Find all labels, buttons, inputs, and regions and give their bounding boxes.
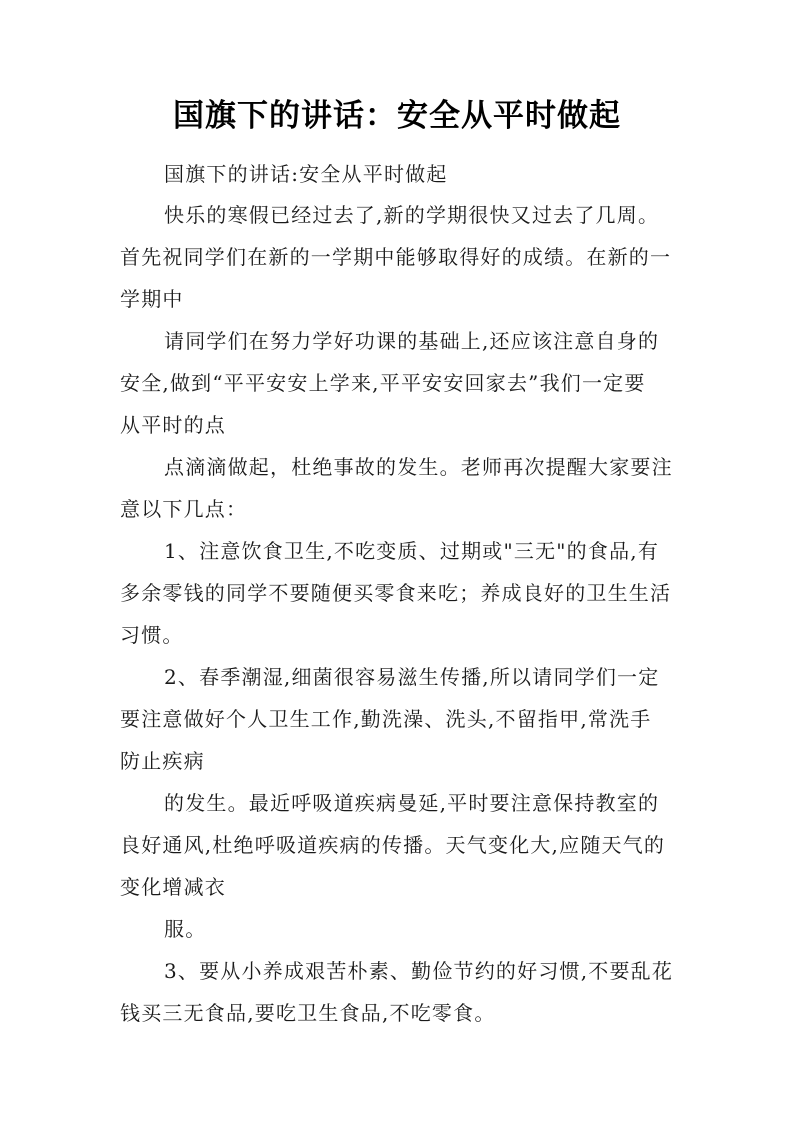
paragraph-line (120, 660, 676, 694)
text-line: 的发生。最近呼吸道疾病曼延,平时要注意保持教室的 (164, 791, 660, 815)
paragraph-line (120, 996, 676, 1030)
text-line: 学期中 (120, 287, 184, 311)
paragraph-line (120, 282, 676, 316)
paragraph-line (120, 576, 676, 610)
paragraph-line (120, 702, 676, 736)
text-line: 请同学们在努力学好功课的基础上,还应该注意自身的 (164, 329, 660, 353)
text-line: 1、注意饮食卫生,不吃变质、过期或"三无"的食品,有 (164, 539, 660, 563)
text-line: 防止疾病 (120, 749, 205, 773)
paragraph-line (120, 954, 676, 988)
text-line: 良好通风,杜绝呼吸道疾病的传播。天气变化大,应随天气的 (120, 833, 666, 857)
text-line: 意以下几点： (120, 497, 248, 521)
text-line: 要注意做好个人卫生工作,勤洗澡、洗头,不留指甲,常洗手 (120, 707, 652, 731)
paragraph-line (120, 870, 676, 904)
paragraph-line (120, 828, 676, 862)
text-line: 习惯。 (120, 623, 184, 647)
text-line: 安全,做到“平平安安上学来,平平安安回家去”我们一定要 (120, 371, 646, 395)
paragraph-line (120, 157, 676, 191)
paragraph-line (120, 492, 676, 526)
text-line: 首先祝同学们在新的一学期中能够取得好的成绩。在新的一 (120, 245, 672, 269)
paragraph-line (120, 450, 676, 484)
paragraph-line (120, 744, 676, 778)
text-line: 服。 (164, 917, 207, 941)
document-title: 国旗下的讲话：安全从平时做起 (173, 98, 621, 134)
text-line: 从平时的点 (120, 413, 226, 437)
text-line: 多余零钱的同学不要随便买零食来吃；养成良好的卫生生活 (120, 581, 672, 605)
text-line: 快乐的寒假已经过去了,新的学期很快又过去了几周。 (164, 203, 660, 227)
paragraph-line (120, 366, 676, 400)
paragraph-line (120, 408, 676, 442)
paragraph-line (120, 534, 676, 568)
text-line: 钱买三无食品,要吃卫生食品,不吃零食。 (120, 1001, 496, 1025)
text-line: 变化增减衣 (120, 875, 226, 899)
paragraph-line (120, 240, 676, 274)
paragraph-line (120, 912, 676, 946)
paragraph-line (120, 786, 676, 820)
paragraph-line (120, 324, 676, 358)
text-line: 2、春季潮湿,细菌很容易滋生传播,所以请同学们一定 (164, 665, 660, 689)
paragraph-line (120, 198, 676, 232)
text-line: 国旗下的讲话:安全从平时做起 (164, 162, 448, 186)
text-line: 点滴滴做起，杜绝事故的发生。老师再次提醒大家要注 (164, 455, 673, 479)
text-line: 3、要从小养成艰苦朴素、勤俭节约的好习惯,不要乱花 (164, 959, 674, 983)
paragraph-line (120, 618, 676, 652)
